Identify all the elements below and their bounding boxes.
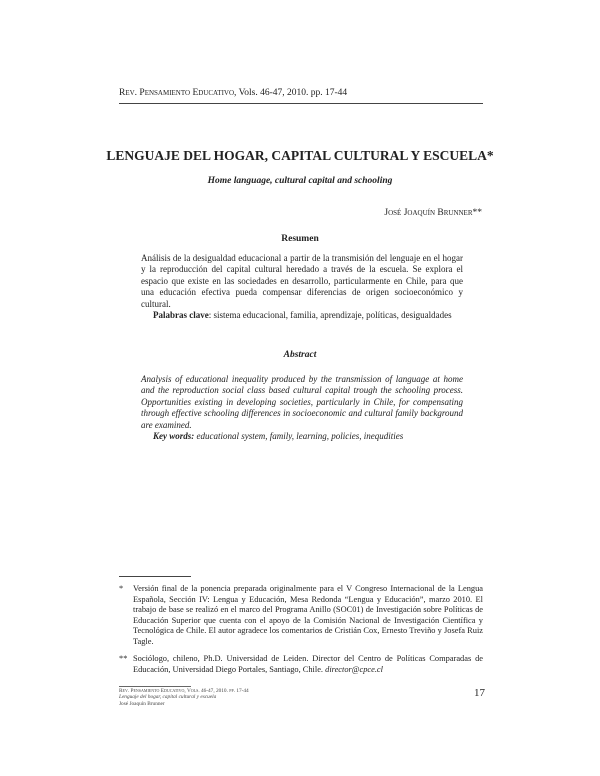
keywords-label: Palabras clave — [153, 310, 209, 321]
footnote-mark: * — [119, 584, 124, 593]
author-name: José Joaquín Brunner — [384, 208, 473, 218]
abstract-section — [141, 374, 463, 442]
journal-citation: , Vols. 46-47, 2010. pp. 17-44 — [234, 88, 348, 98]
footer-rule — [119, 686, 191, 687]
author-mark: ** — [472, 208, 482, 218]
author-email[interactable]: director@cpce.cl — [325, 664, 383, 674]
abstract-heading: Abstract — [283, 350, 317, 360]
footnote-1 — [119, 584, 483, 648]
resumen-body: Análisis de la desigualdad educacional a partir de la transmisión del lenguaje en el hogar y la reproducción del capital cultural heredado a través de la escuela. Se explora el espacio que existe en las sociedades en desarrollo, particularmente en Chile, para que una educación efectiva pueda compensar diferencias de origen socioeconómico y cultural. — [141, 253, 463, 309]
footnote-mark: ** — [119, 654, 128, 663]
paper-subtitle: Home language, cultural capital and schooling — [207, 176, 393, 186]
resumen-heading: Resumen — [281, 234, 319, 244]
footnote-text: Versión final de la ponencia preparada originalmente para el V Congreso Internacional de la Lengua Española, Sección IV: Lengua y Educación, Mesa Redonda “Lengua y Educación”, marzo 2010. El trabajo de base se realizó en el marco del Programa Anillo (SOC01) de Investigación sobre Políticas de Educación Superior que cuenta con el apoyo de la Comisión Nacional de Investigación Científica y Tecnológica de Chile. El autor agradece los comentarios de Cristián Cox, Ernesto Treviño y Josefa Ruiz Tagle. — [133, 584, 483, 646]
footnote-2 — [119, 654, 483, 675]
paper-title: LENGUAJE DEL HOGAR, CAPITAL CULTURAL Y ESCUELA* — [106, 148, 494, 163]
key-words-list: educational system, family, learning, policies, inequdities — [194, 431, 404, 442]
key-words-label: Key words: — [153, 431, 195, 442]
footer-journal: Rev. Pensamiento Educativo, Vols. 46-47, 2010. pp. 17-44 — [119, 688, 249, 694]
footer-title: Lenguaje del hogar, capital cultural y escuela — [119, 694, 217, 701]
running-header — [119, 88, 347, 98]
resumen-keywords — [141, 310, 463, 321]
abstract-body: Analysis of educational inequality produced by the transmission of language at home and the reproduction social class based cultural capital trough the schooling process. Opportunities existing in developing societies, particularly in Chile, for compensating through effective schooling differences in socioeconomic and cultural family background are examined. — [141, 374, 463, 430]
journal-name: Rev. Pensamiento Educativo — [119, 88, 235, 98]
header-rule — [119, 103, 483, 104]
resumen-section — [141, 253, 463, 321]
page-footer — [119, 688, 249, 707]
author-line — [384, 208, 482, 218]
footer-author: José Joaquín Brunner — [119, 700, 165, 707]
footnote-text — [133, 654, 483, 675]
footnote-rule — [119, 576, 191, 577]
footnote-text-body: Sociólogo, chileno, Ph.D. Universidad de Leiden. Director del Centro de Políticas Comparadas de Educación, Universidad Diego Portales, Santiago, Chile. — [133, 654, 483, 674]
page-number: 17 — [474, 687, 485, 699]
abstract-keywords — [141, 431, 463, 442]
keywords-list: : sistema educacional, familia, aprendizaje, políticas, desigualdades — [208, 310, 452, 321]
